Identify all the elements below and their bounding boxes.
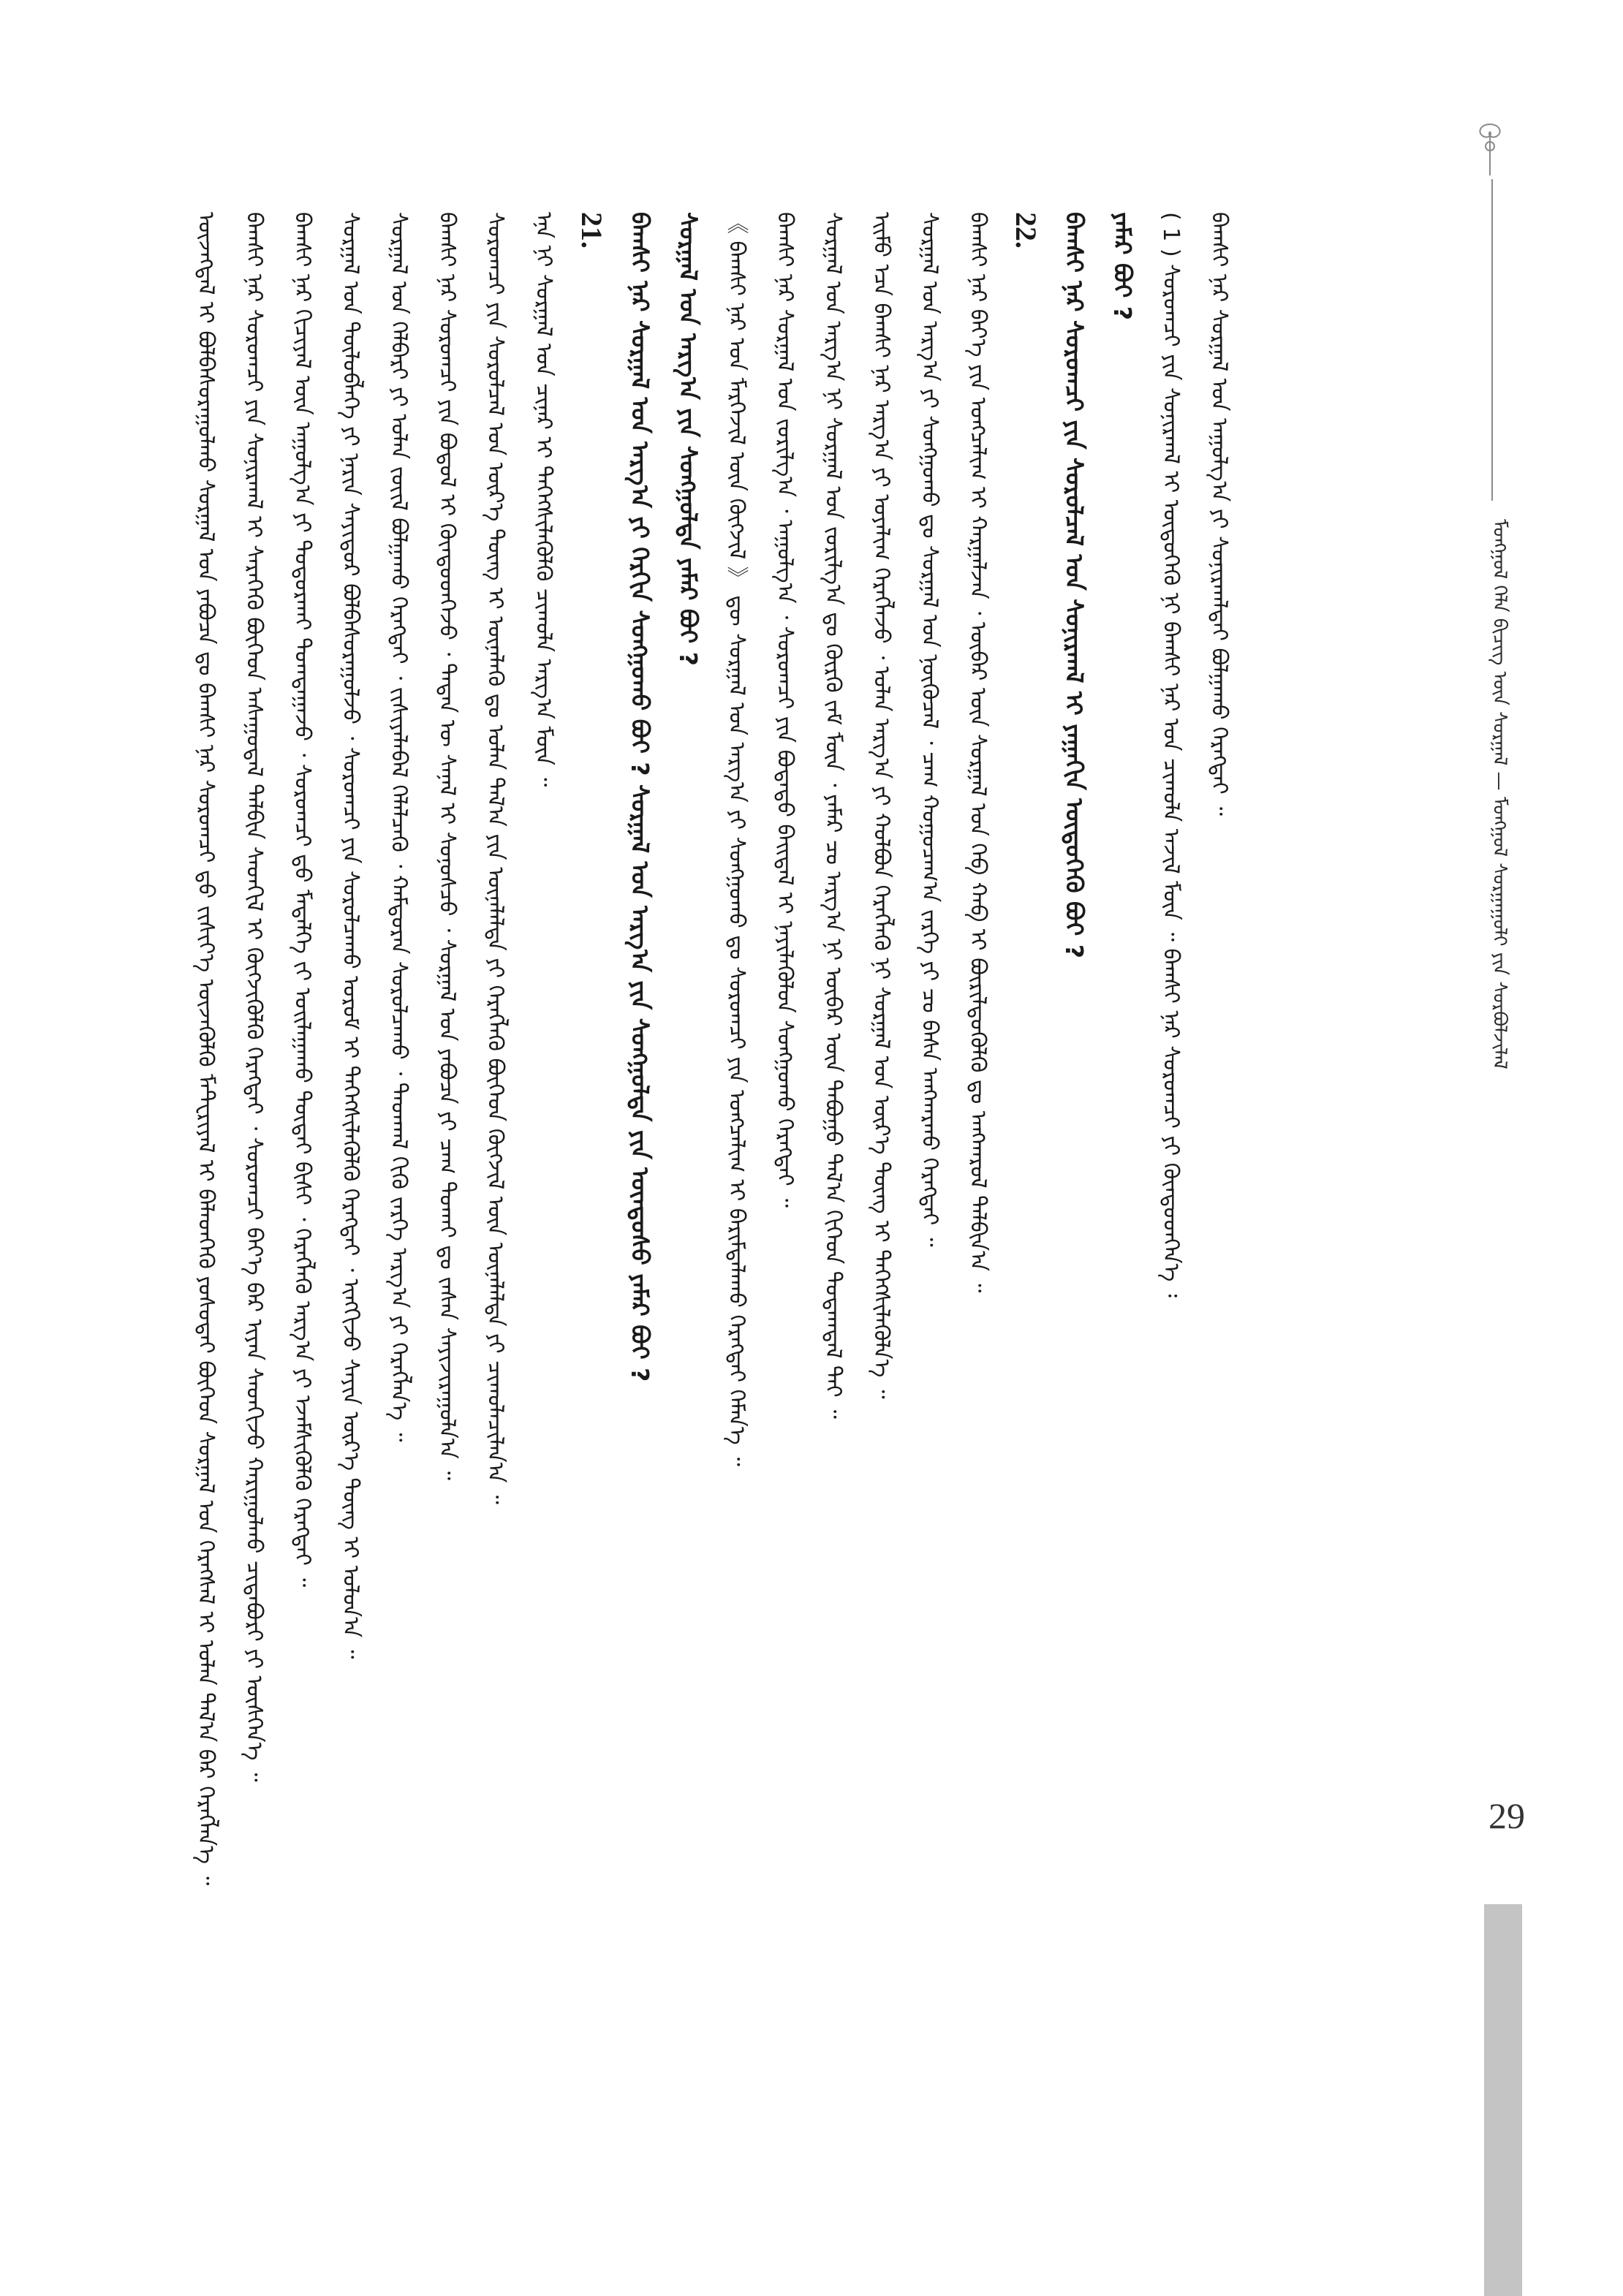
page-number: 29 [1488, 1795, 1525, 1836]
text-column: ᠰᠤᠷᠭᠠᠯ ᠤᠨ ᠬᠡᠯᠪᠡᠷᠢ ᠶᠢ ᠣᠯᠠᠨ ᠵᠦᠢᠯ ᠪᠣᠯᠭᠠᠬᠤ ᠬᠡᠷᠡᠭᠲᠡᠢ ᠂ ᠵᠢᠱᠢᠶᠡᠯᠡᠪᠡᠯ ᠬᠡᠯᠡᠯᠴᠡᠬᠦ ᠂ ᠬᠠᠮᠲᠤᠷᠠᠨ ᠰᠤᠷᠤᠯᠴᠠᠬᠤ ᠂ ᠳᠠᠳᠬᠠᠯ ᠬᠢᠬᠦ ᠵᠡᠷᠭᠡ ᠠᠷᠭ᠎ᠠ ᠶᠢ ᠬᠡᠷᠡᠭᠯᠡᠨ᠎ᠡ ᠃ [386, 212, 412, 1442]
text-column: ᠡᠢᠮᠦ ᠡᠴᠡ ᠪᠠᠭᠰᠢ ᠨᠠᠷ ᠠᠷᠭ᠎ᠠ ᠶᠢ ᠤᠶᠠᠯᠢᠭ ᠬᠡᠷᠡᠭᠯᠡᠵᠦ ᠂ ᠣᠯᠠᠨ ᠠᠷᠭ᠎ᠠ ᠶᠢ ᠬᠣᠯᠪᠤᠨ ᠬᠡᠷᠡᠭᠯᠡᠬᠦ ᠨᠢ ᠰᠤᠷᠭᠠᠯ ᠤᠨ ᠦᠷ᠎ᠡ ᠳᠦᠩ ᠢ ᠳᠡᠭᠡᠭᠰᠢᠯᠡᠭᠦᠯᠨ᠎ᠡ ᠃ [869, 212, 894, 1399]
running-head: ᠮᠣᠩᠭᠣᠯ ᠬᠡᠯᠡ ᠪᠢᠴᠢᠭ ᠦᠨ ᠰᠤᠷᠭᠠᠯ — ᠮᠣᠩᠭᠣᠯ ᠰᠤᠷᠭᠠᠭᠤᠯᠢ ᠶᠢᠨ ᠰᠤᠷᠪᠤᠯᠵᠢᠯᠠᠯ [1488, 519, 1510, 1069]
text-column: ( 1 ) ᠰᠤᠷᠤᠭᠴᠢ ᠶᠢᠨ ᠰᠣᠨᠢᠷᠬᠠᠯ ᠢ ᠥᠳᠥᠭᠡᠬᠦ ᠨᠢ ᠪᠠᠭᠰᠢ ᠨᠠᠷ ᠤᠨ ᠴᠢᠬᠤᠯᠠ ᠠᠵᠢᠯ ᠮᠥᠨ ᠃ ᠪᠠᠭᠰᠢ ᠨᠠᠷ ᠰᠤᠷᠤᠭᠴᠢ ᠶᠢ ᠬᠦᠨᠳᠦᠳᠭᠡᠨ᠎ᠡ ᠄ [1158, 212, 1184, 1298]
thumb-tab [1484, 1904, 1522, 2296]
text-column: ᠰᠤᠷᠭᠠᠯ ᠤᠨ ᠠᠷᠭ᠎ᠠ ᠶᠢ ᠰᠣᠩᠭᠣᠬᠤ ᠳᠤ ᠰᠤᠷᠭᠠᠯ ᠤᠨ ᠨᠥᠬᠦᠴᠡᠯ ᠂ ᠴᠠᠭ ᠬᠤᠭᠤᠴᠠᠭ᠎ᠠ ᠵᠡᠷᠭᠡ ᠶᠢ ᠴᠤ ᠪᠠᠰᠠ ᠠᠩᠬᠠᠷᠬᠤ ᠬᠡᠷᠡᠭᠲᠡᠢ ᠃ [917, 212, 942, 1247]
text-column: ᠪᠠᠭᠰᠢ ᠨᠠᠷ ᠰᠤᠷᠤᠭᠴᠢ ᠶᠢᠨ ᠰᠣᠨᠢᠷᠬᠠᠯ ᠢ ᠰᠡᠷᠡᠭᠡᠬᠦ ᠪᠥᠭᠡᠳ ᠠᠰᠠᠭᠤᠳᠠᠯ ᠲᠠᠯᠪᠢᠨ ᠰᠡᠳᠬᠢᠯ ᠢ ᠬᠥᠭᠵᠢᠭᠦᠯᠬᠦ ᠬᠡᠷᠡᠭᠲᠡᠢ ᠂ ᠰᠤᠷᠤᠭᠴᠢ ᠪᠡᠶ᠎ᠡ ᠪᠡᠷ ᠢᠶᠡᠨ ᠰᠡᠳᠬᠢᠵᠦ ᠬᠠᠷᠢᠭᠤᠯᠬᠤ ᠴᠢᠳᠠᠪᠤᠷᠢ ᠶᠢ ᠥᠰᠬᠡᠨ᠎ᠡ ᠃ [241, 212, 267, 1782]
text-column: ᠪᠠᠭᠰᠢ ᠨᠠᠷ ᠬᠢᠴᠢᠶᠡᠯ ᠦᠨ ᠠᠭᠤᠯᠭ᠎ᠠ ᠶᠢ ᠲᠣᠳᠣᠷᠬᠠᠢ ᠲᠣᠭᠲᠠᠭᠠᠵᠤ ᠂ ᠰᠤᠷᠤᠭᠴᠢ ᠳ᠋ᠤ ᠮᠡᠳᠡᠯᠭᠡ ᠵᠢ ᠣᠢᠯᠠᠭᠠᠬᠤ ᠲᠥᠳᠡᠢ ᠪᠢᠰᠢ ᠂ ᠬᠡᠷᠡᠭᠯᠡᠬᠦ ᠠᠷᠭ᠎ᠠ ᠶᠢ ᠡᠵᠡᠮᠰᠢᠭᠦᠯᠬᠦ ᠬᠡᠷᠡᠭᠲᠡᠢ ᠃ [290, 212, 315, 1588]
text-column: ᠪᠠᠭᠰᠢ ᠨᠠᠷ ᠪᠡᠶ᠎ᠡ ᠶᠢᠨ ᠣᠩᠴᠠᠯᠢᠭ ᠢ ᠬᠠᠷᠭᠠᠯᠵᠠᠨ ᠂ ᠥᠪᠡᠷ ᠦᠨ ᠰᠤᠷᠭᠠᠯ ᠤᠨ ᠬᠡᠪ ᠬᠠᠪ ᠢ ᠪᠦᠷᠢᠯᠳᠦᠭᠦᠯᠬᠦ ᠳᠤ ᠠᠩᠬᠠᠷᠤᠯ ᠲᠠᠯᠪᠢᠨ᠎ᠠ ᠃ [965, 212, 991, 1293]
text-column: ᠰᠤᠷᠭᠠᠯ ᠤᠨ ᠠᠷᠭ᠎ᠠ ᠨᠢ ᠰᠤᠷᠭᠠᠯ ᠤᠨ ᠵᠣᠷᠢᠯᠭ᠎ᠠ ᠳᠤ ᠬᠦᠷᠬᠦ ᠵᠠᠮ ᠮᠥᠨ ᠂ ᠶᠠᠮᠠᠷ ᠴᠤ ᠠᠷᠭ᠎ᠠ ᠨᠢ ᠥᠪᠡᠷ ᠦᠨ ᠳᠠᠪᠤᠭᠤ ᠲᠠᠯ᠎ᠠ ᠬᠢᠭᠡᠳ ᠳᠤᠲᠠᠭᠳᠠᠯ ᠲᠠᠢ ᠃ [820, 212, 846, 1419]
text-column: ᠰᠤᠷᠤᠭᠴᠢ ᠶᠢᠨ ᠰᠤᠷᠤᠯᠴᠠᠯ ᠤᠨ ᠦᠷ᠎ᠡ ᠳᠦᠩ ᠢ ᠦᠨᠡᠯᠡᠬᠦ ᠳᠤ ᠣᠯᠠᠨ ᠲᠠᠯ᠎ᠠ ᠶᠢᠨ ᠦᠨᠡᠯᠡᠯᠲᠡ ᠶᠢ ᠬᠡᠷᠡᠭᠯᠡᠬᠦ ᠪᠥᠭᠡᠳ ᠬᠥᠭᠵᠢᠯ ᠦᠨ ᠦᠨᠡᠯᠡᠯᠲᠡ ᠶᠢ ᠴᠢᠬᠤᠯᠠᠴᠢᠯᠠᠨ᠎ᠠ ᠃ [483, 212, 508, 1504]
text-column: ᠡᠨᠡ ᠨᠢ ᠰᠤᠷᠭᠠᠯ ᠤᠨ ᠴᠢᠨᠠᠷ ᠢ ᠳᠡᠭᠡᠭᠰᠢᠯᠡᠭᠦᠯᠬᠦ ᠴᠢᠬᠤᠯᠠ ᠠᠷᠭ᠎ᠠ ᠮᠥᠨ ᠃ [531, 212, 556, 787]
question-number: 22. [1010, 212, 1043, 249]
decorative-scroll-icon [1461, 117, 1519, 175]
running-head-rule [1491, 179, 1493, 501]
text-column: ᠪᠠᠭᠰᠢ ᠨᠠᠷ ᠰᠤᠷᠭᠠᠯ ᠤᠨ ᠵᠣᠷᠢᠯᠭ᠎ᠠ ᠂ ᠠᠭᠤᠯᠭ᠎ᠠ ᠂ ᠰᠤᠷᠤᠭᠴᠢ ᠶᠢᠨ ᠪᠣᠳᠠᠲᠤ ᠪᠠᠢᠳᠠᠯ ᠢ ᠨᠡᠶᠢᠯᠡᠭᠦᠯᠦᠨ ᠰᠣᠩᠭᠣᠬᠤ ᠬᠡᠷᠡᠭᠲᠡᠢ ᠃ [772, 212, 798, 1208]
question-number: 21. [575, 212, 608, 249]
question-heading: ᠪᠠᠭᠰᠢ ᠨᠠᠷ ᠰᠤᠷᠭᠠᠯ ᠤᠨ ᠠᠷᠭ᠎ᠠ ᠶᠢ ᠬᠡᠷᠬᠢᠨ ᠰᠣᠩᠭᠣᠬᠤ ᠪᠤᠢ ? ᠰᠤᠷᠭᠠᠯ ᠤᠨ ᠠᠷᠭ᠎ᠠ ᠶᠢᠨ ᠰᠣᠩᠭᠣᠯᠲᠠ ᠶᠢᠨ ᠦᠨᠳᠦᠰᠦ ᠶᠠᠮᠠᠷ ᠪᠤᠢ ? [626, 212, 654, 1382]
question-heading: ᠪᠠᠭᠰᠢ ᠨᠠᠷ ᠰᠤᠷᠤᠭᠴᠢ ᠶᠢᠨ ᠰᠤᠷᠤᠯᠴᠠᠯ ᠤᠨ ᠰᠣᠨᠢᠷᠬᠠᠯ ᠢ ᠶᠠᠭᠠᠬᠢᠨ ᠥᠳᠥᠭᠡᠬᠦ ᠪᠤᠢ ? [1060, 212, 1089, 958]
text-column: ᠪᠠᠭᠰᠢ ᠨᠠᠷ ᠰᠤᠷᠤᠭᠴᠢ ᠶᠢᠨ ᠪᠣᠳᠤᠯ ᠢ ᠬᠦᠨᠳᠦᠳᠭᠡᠵᠦ ᠂ ᠲᠡᠳᠡᠨ ᠦ ᠰᠠᠨᠠᠯ ᠢ ᠰᠣᠨᠣᠰᠴᠤ ᠂ ᠰᠤᠷᠭᠠᠯ ᠤᠨ ᠶᠠᠪᠤᠴᠠ ᠶᠢ ᠴᠠᠭ ᠲᠤᠬᠠᠢ ᠳᠤ ᠵᠠᠰᠠᠨ ᠰᠠᠶᠢᠵᠢᠷᠠᠭᠤᠯᠨ᠎ᠠ ᠃ [434, 212, 460, 1481]
text-column: ᠪᠠᠭᠰᠢ ᠨᠠᠷ ᠰᠤᠷᠭᠠᠯ ᠤᠨ ᠠᠭᠤᠯᠭ᠎ᠠ ᠶᠢ ᠰᠣᠨᠢᠷᠬᠠᠯᠲᠠᠢ ᠪᠣᠯᠭᠠᠬᠤ ᠬᠡᠷᠡᠭᠲᠡᠢ ᠃ [1206, 212, 1232, 816]
text-column: ᠰᠤᠷᠭᠠᠯ ᠤᠨ ᠲᠥᠯᠥᠪᠯᠡᠭᠡ ᠶᠢ ᠨᠠᠷᠢᠨ ᠰᠠᠶᠢᠲᠤᠷ ᠪᠣᠯᠪᠠᠰᠤᠷᠠᠭᠤᠯᠵᠤ ᠂ ᠰᠤᠷᠤᠭᠴᠢ ᠶᠢᠨ ᠰᠤᠷᠤᠯᠴᠠᠬᠤ ᠤᠷᠤᠮ ᠢ ᠳᠡᠭᠡᠭᠰᠢᠯᠡᠭᠦᠯᠬᠦ ᠬᠡᠷᠡᠭᠲᠡᠢ ᠂ ᠢᠩᠭᠢᠵᠦ ᠰᠠᠶᠢᠨ ᠦᠷ᠎ᠡ ᠳᠦᠩ ᠢ ᠣᠯᠤᠨ᠎ᠠ ᠃ [338, 212, 363, 1659]
text-column: ᠦᠵᠡᠭᠳᠡᠯ ᠢ ᠪᠣᠯᠪᠠᠰᠤᠷᠠᠭᠤᠯᠬᠤ ᠰᠤᠷᠭᠠᠯ ᠤᠨ ᠶᠠᠪᠤᠴᠠ ᠳᠤ ᠪᠠᠭᠰᠢ ᠨᠠᠷ ᠰᠤᠷᠤᠭᠴᠢ ᠳ᠋ᠤ ᠵᠢᠱᠢᠶ᠎ᠡ ᠦᠵᠡᠭᠦᠯᠬᠦ ᠮᠠᠲᠸᠷᠢᠶᠠᠯ ᠢ ᠪᠡᠯᠡᠳᠭᠡᠬᠦ ᠶᠣᠰᠣᠲᠠᠢ ᠪᠥᠭᠡᠳ ᠰᠤᠷᠭᠠᠯ ᠤᠨ ᠬᠡᠷᠡᠭᠰᠡᠯ ᠢ ᠣᠯᠠᠨ ᠲᠠᠯ᠎ᠠ ᠪᠠᠷ ᠬᠡᠷᠡᠭᠯᠡᠨ᠎ᠡ ᠃ [193, 212, 219, 1886]
question-heading: ᠶᠠᠮᠠᠷ ᠪᠤᠢ ? [1108, 212, 1137, 320]
question-heading: ᠰᠤᠷᠭᠠᠯ ᠤᠨ ᠠᠷᠭ᠎ᠠ ᠶᠢᠨ ᠰᠣᠩᠭᠣᠯᠲᠠ ᠶᠠᠮᠠᠷ ᠪᠤᠢ ? [674, 212, 703, 666]
text-column: 《 ᠪᠠᠭᠰᠢ ᠨᠠᠷ ᠤᠨ ᠮᠡᠷᠭᠡᠵᠢᠯ ᠦᠨ ᠬᠥᠭᠵᠢᠯ 》 ᠳᠦ ᠰᠤᠷᠭᠠᠯ ᠤᠨ ᠠᠷᠭ᠎ᠠ ᠶᠢ ᠰᠣᠩᠭᠣᠬᠤ ᠳᠤ ᠰᠤᠷᠤᠭᠴᠢ ᠶᠢᠨ ᠣᠩᠴᠠᠯᠢᠭ ᠢ ᠪᠠᠷᠢᠮᠲᠠᠯᠠᠬᠤ ᠬᠡᠷᠡᠭᠲᠡᠢ ᠬᠡᠮᠡᠨ᠎ᠡ ᠃ [724, 212, 749, 1466]
